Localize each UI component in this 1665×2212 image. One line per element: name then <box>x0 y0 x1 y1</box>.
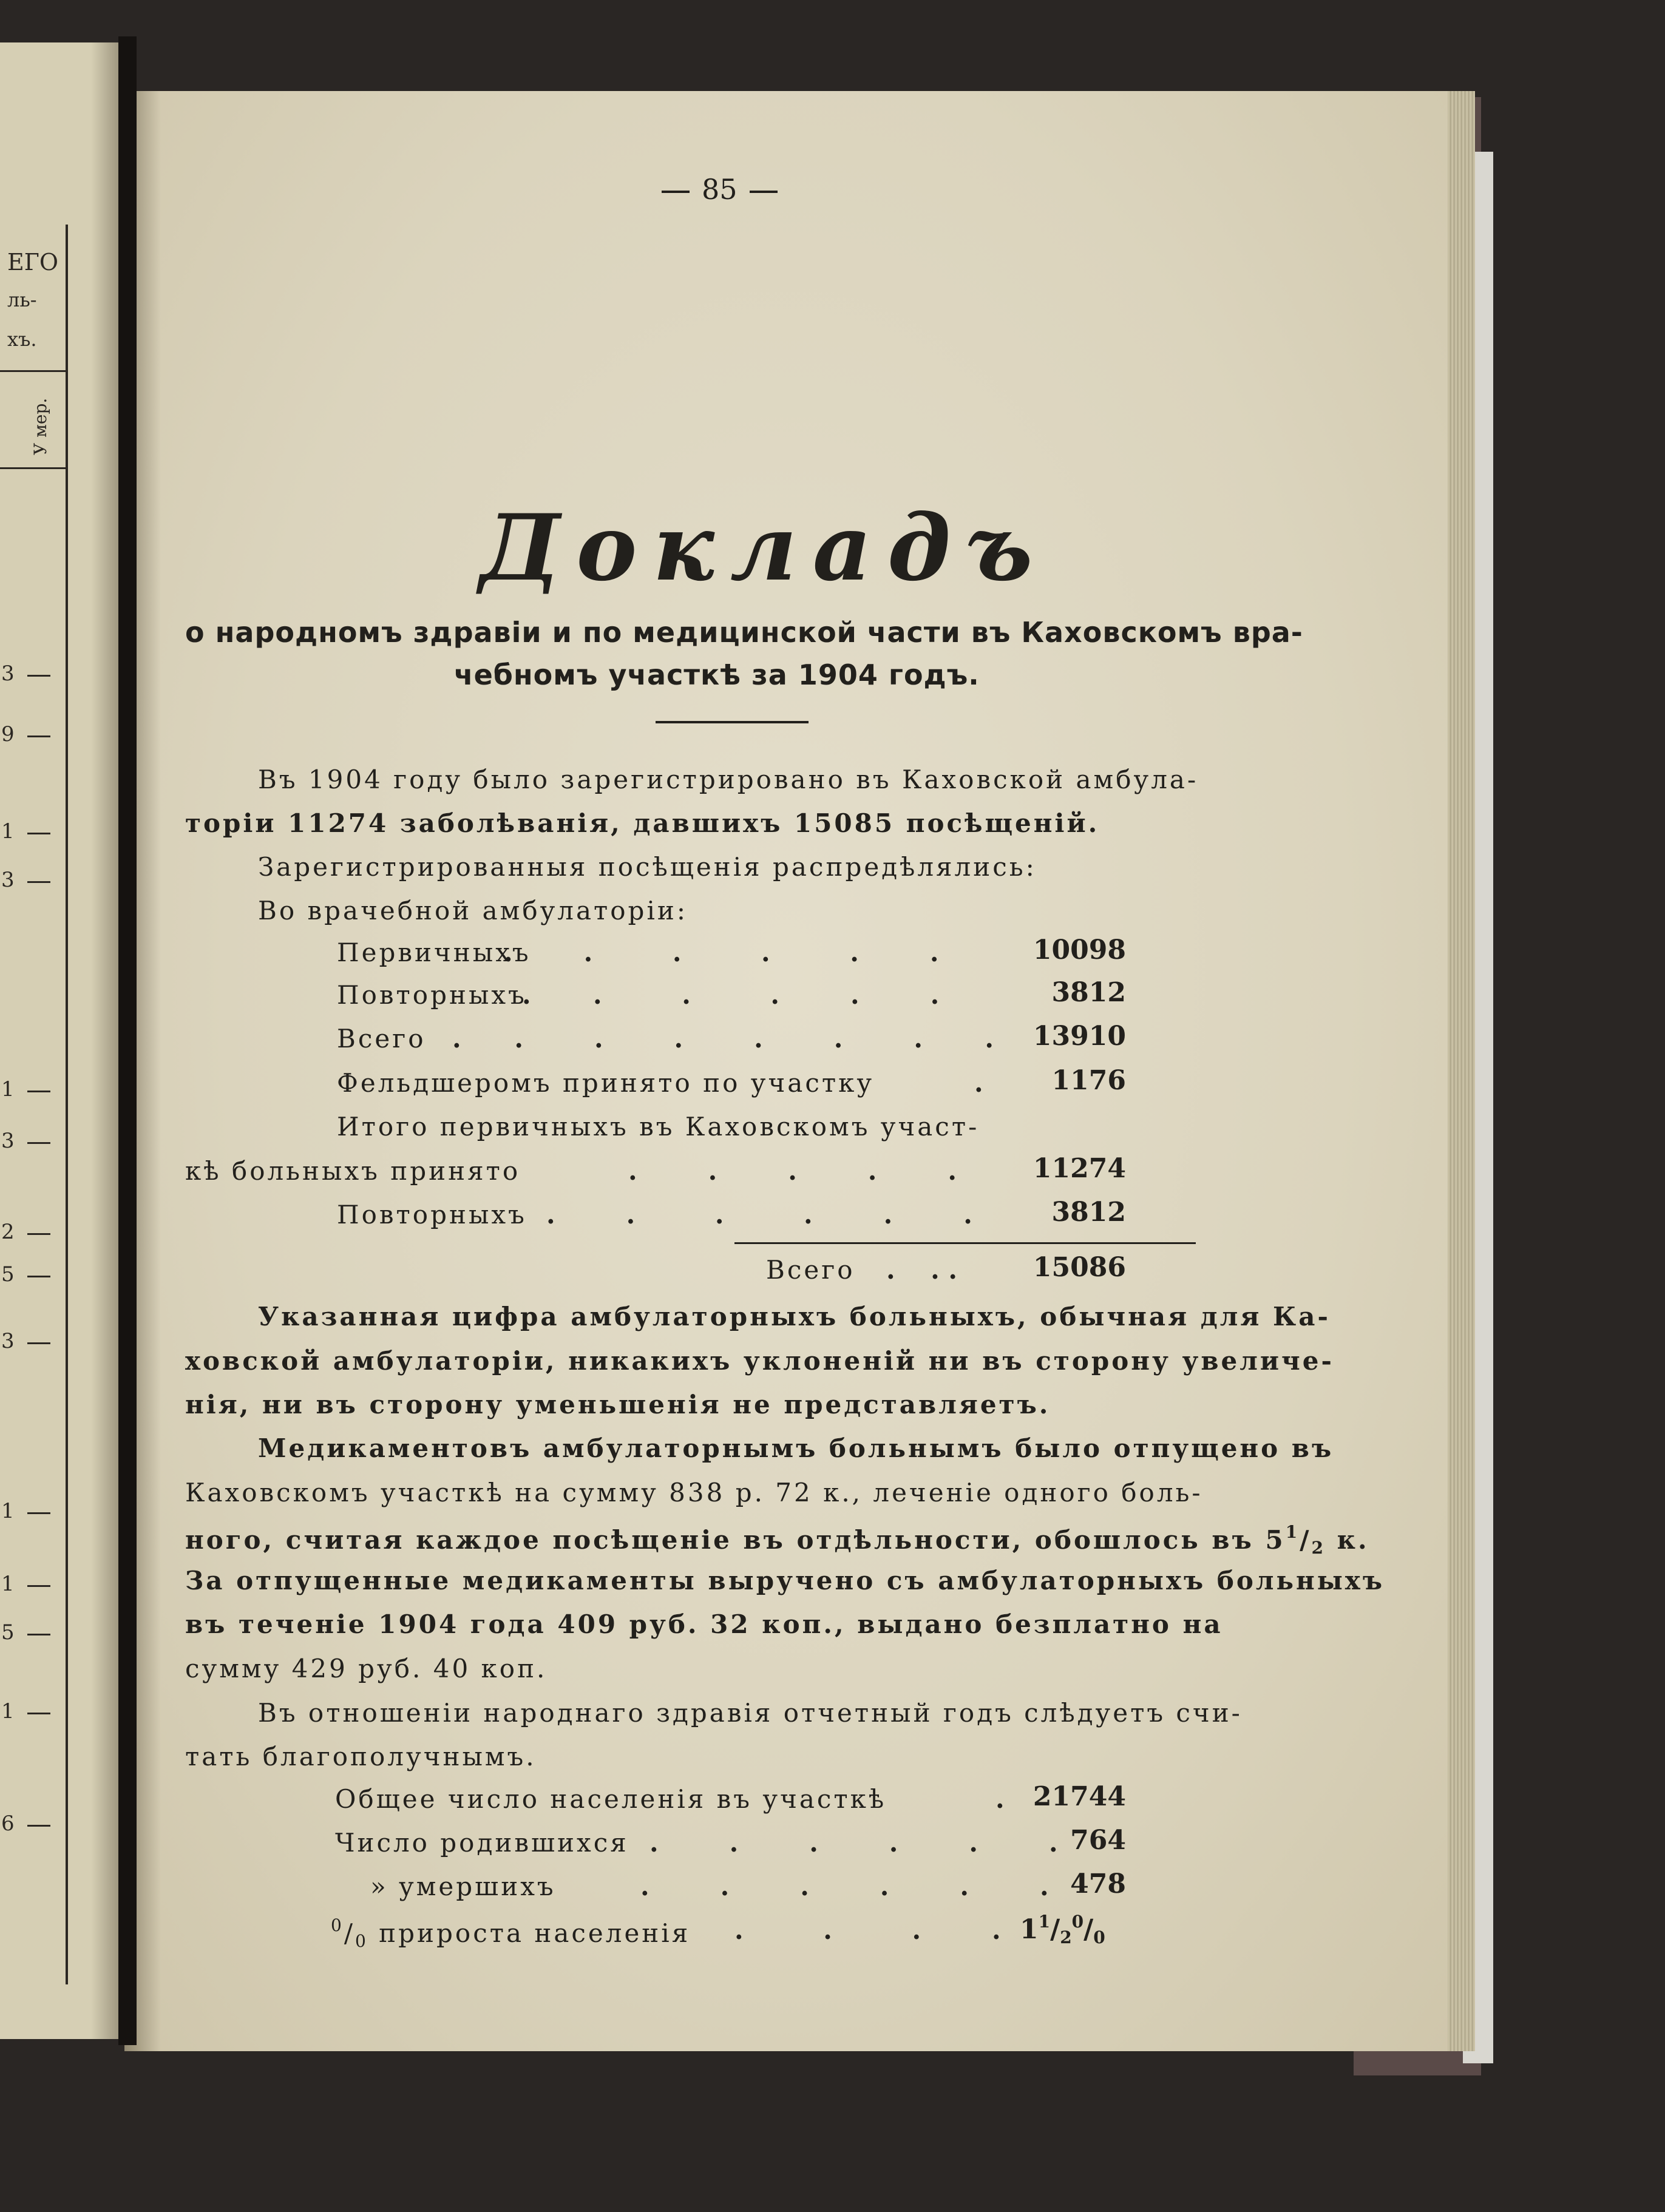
left-margin-dash <box>27 1825 50 1827</box>
visits-value: 11274 <box>1033 1153 1126 1184</box>
visits-value: 1176 <box>1051 1065 1126 1096</box>
left-margin-digit: 1 <box>1 1572 15 1596</box>
left-margin-dash <box>27 1634 50 1635</box>
left-margin-dash <box>27 736 50 737</box>
left-header-line: ЕГО <box>7 249 59 276</box>
title-rule <box>656 721 809 723</box>
percent-sign-bottom: 0 <box>354 1931 368 1951</box>
left-margin-digit: 5 <box>1 1262 15 1287</box>
population-label: Общее число населенія въ участкѣ <box>335 1784 887 1814</box>
leader-dots: . . . . . . <box>640 1872 1049 1901</box>
leader-dots: . . . . . . <box>546 1200 972 1229</box>
visits-value: 13910 <box>1033 1021 1126 1052</box>
leader-dots: . . . <box>886 1255 957 1285</box>
left-margin-digit: 9 <box>1 722 15 746</box>
left-margin-dash <box>27 833 50 834</box>
left-margin-digit: 3 <box>1 868 15 892</box>
page-number-dash-left <box>662 191 690 193</box>
intro-line: Въ 1904 году было зарегистрировано въ Каховской амбула- <box>258 765 1199 794</box>
growth-frac-den: 2 <box>1060 1927 1072 1947</box>
document-title: Докладъ <box>480 495 1049 601</box>
left-margin-dash <box>27 1342 50 1344</box>
percent-sign-top: 0 <box>331 1915 344 1935</box>
sum-rule <box>734 1242 1196 1244</box>
paragraph-line: въ теченіе 1904 года 409 руб. 32 коп., выдано безплатно на <box>185 1609 1223 1639</box>
paragraph-line: сумму 429 руб. 40 коп. <box>185 1654 548 1683</box>
left-header-line: ль- <box>7 288 37 311</box>
visits-total-label: Всего <box>766 1255 855 1285</box>
paragraph-line-text: ного, считая каждое посѣщеніе въ отдѣльности, обошлось въ 5 <box>185 1525 1286 1555</box>
page-number-text: 85 <box>702 173 738 206</box>
paragraph-line: ного, считая каждое посѣщеніе въ отдѣльности, обошлось въ $5^1/_2$ к. <box>185 1522 1369 1558</box>
growth-frac-num: 1 <box>1038 1912 1051 1932</box>
paragraph-line: Медикаментовъ амбулаторнымъ больнымъ было отпущено въ <box>258 1433 1334 1463</box>
left-margin-dash <box>27 881 50 883</box>
leader-dots: . . . . . . <box>504 938 939 967</box>
visits-label: Первичныхъ <box>337 938 531 967</box>
percent-top: 0 <box>1071 1912 1084 1932</box>
left-margin-dash <box>27 1276 50 1277</box>
intro-line: Зарегистрированныя посѣщенія распредѣлялись: <box>258 852 1037 882</box>
paragraph-line: тать благополучнымъ. <box>185 1742 537 1771</box>
left-margin-dash <box>27 675 50 677</box>
left-margin-digit: 5 <box>1 1620 15 1645</box>
paragraph-line: нія, ни въ сторону уменьшенія не представляетъ. <box>185 1390 1051 1419</box>
growth-value: $1^1/_2^0/_0$ <box>1020 1912 1105 1947</box>
left-margin-dash <box>27 1091 50 1092</box>
visits-value: 3812 <box>1051 1197 1126 1228</box>
page-number <box>649 173 790 206</box>
intro-line: Во врачебной амбулаторіи: <box>258 896 688 925</box>
left-margin-digit: 3 <box>1 1329 15 1353</box>
left-rotated-header: У мер. <box>30 397 50 455</box>
visits-value: 10098 <box>1033 935 1126 966</box>
population-value: 764 <box>1070 1825 1126 1856</box>
page-number-dash-right <box>750 191 778 193</box>
leader-dots: . . . . . <box>628 1156 957 1186</box>
leader-dots: . . . . <box>734 1915 1001 1945</box>
fraction-numerator: 1 <box>1285 1522 1300 1542</box>
left-margin-dash <box>27 1512 50 1514</box>
left-margin-dash <box>27 1585 50 1587</box>
leader-dots: . . . . . . <box>649 1828 1058 1858</box>
paragraph-line: Указанная цифра амбулаторныхъ больныхъ, обычная для Ка- <box>258 1302 1331 1331</box>
document-subtitle-line1: о народномъ здравіи и по медицинской части въ Каховскомъ вра- <box>185 616 1303 649</box>
population-value: 21744 <box>1033 1781 1126 1812</box>
paragraph-line: За отпущенные медикаменты выручено съ амбулаторныхъ больныхъ <box>185 1566 1385 1595</box>
visits-label: кѣ больныхъ принято <box>185 1156 521 1186</box>
leader-dots: . <box>995 1784 1005 1814</box>
paragraph-line-end: к. <box>1337 1525 1369 1555</box>
population-label: Число родившихся <box>335 1828 629 1858</box>
visits-label: Итого первичныхъ въ Каховскомъ участ- <box>337 1112 980 1142</box>
leader-dots: . <box>974 1068 983 1098</box>
visits-value: 3812 <box>1051 977 1126 1008</box>
growth-label: прироста населенія <box>379 1918 691 1948</box>
left-table-rule <box>0 370 67 372</box>
left-margin-dash <box>27 1713 50 1714</box>
left-margin-dash <box>27 1233 50 1235</box>
population-label: » умершихъ <box>370 1872 556 1901</box>
left-margin-digit: 6 <box>1 1811 15 1836</box>
left-margin-digit: 3 <box>1 1129 15 1153</box>
left-table-rule <box>0 467 67 469</box>
paragraph-line: ховской амбулаторіи, никакихъ уклоненій ни въ сторону увеличе- <box>185 1346 1334 1376</box>
left-margin-digit: 1 <box>1 1699 15 1723</box>
paragraph-line: Каховскомъ участкѣ на сумму 838 р. 72 к., леченіе одного боль- <box>185 1478 1203 1507</box>
visits-label: Повторныхъ <box>337 1200 527 1229</box>
percent-bottom: 0 <box>1093 1927 1105 1947</box>
book-gutter <box>118 36 137 2045</box>
visits-label: Всего <box>337 1024 426 1054</box>
left-margin-digit: 2 <box>1 1220 15 1244</box>
leader-dots: . . . . . . <box>522 980 940 1010</box>
left-margin-digit: 1 <box>1 819 15 844</box>
left-margin-digit: 1 <box>1 1499 15 1523</box>
left-margin-digit: 1 <box>1 1077 15 1101</box>
paragraph-line: Въ отношеніи народнаго здравія отчетный годъ слѣдуетъ счи- <box>258 1698 1243 1728</box>
left-margin-dash <box>27 1142 50 1144</box>
growth-value-int: 1 <box>1020 1914 1039 1945</box>
population-value: 478 <box>1070 1869 1126 1899</box>
left-table-border <box>66 225 68 1984</box>
visits-label: Фельдшеромъ принято по участку <box>337 1068 875 1098</box>
visits-label: Повторныхъ <box>337 980 527 1010</box>
growth-row: $^0/_0$ прироста населенія <box>331 1915 691 1951</box>
intro-line: торіи 11274 заболѣванія, давшихъ 15085 посѣщеній. <box>185 808 1100 838</box>
visits-total-value: 15086 <box>1033 1252 1126 1283</box>
left-header-line: хъ. <box>7 328 37 351</box>
leader-dots: . . . . . . . . <box>452 1024 994 1054</box>
document-subtitle-line2: чебномъ участкѣ за 1904 годъ. <box>454 658 980 691</box>
fraction-denominator: 2 <box>1311 1538 1326 1558</box>
left-margin-digit: 3 <box>1 661 15 686</box>
